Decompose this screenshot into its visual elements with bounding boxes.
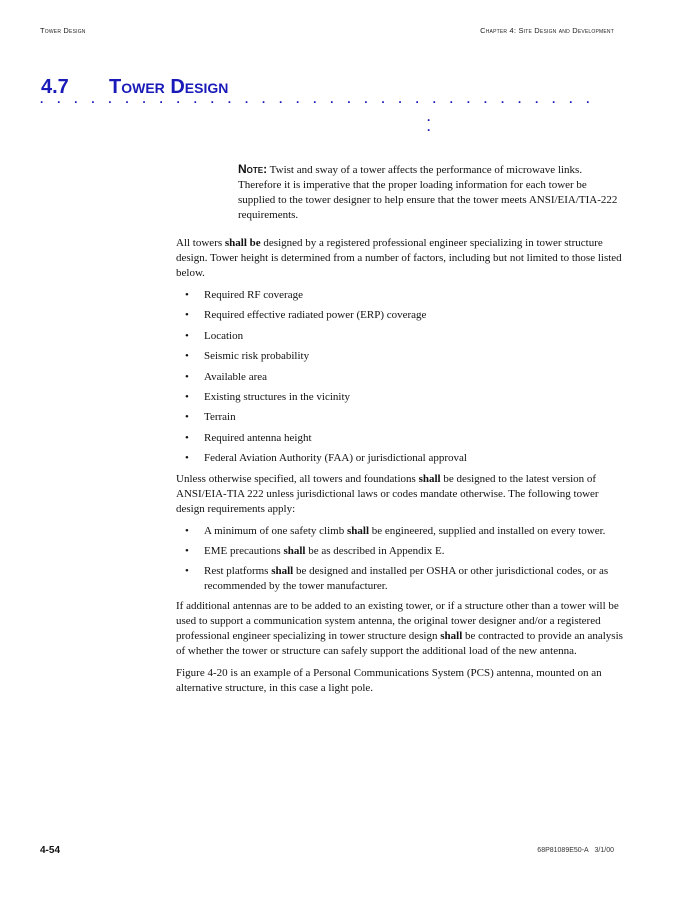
note-label: Note: bbox=[238, 162, 268, 176]
section-title: Tower Design bbox=[109, 76, 229, 98]
list-item: • Available area bbox=[176, 370, 624, 385]
header-section-title: Tower Design bbox=[40, 26, 86, 35]
list-item: • Federal Aviation Authority (FAA) or jurisdictional approval bbox=[176, 451, 624, 466]
body-text bbox=[176, 236, 624, 703]
paragraph-additional-antennas: If additional antennas are to be added to an existing tower, or if a structure other than a tower will be used to support a communication system antenna, the original tower designer and/or a registered professional engineer specializing in tower structure design shall be contracted to provide an analysis of whether the tower or structure can safely support the additional load of the new antenna. bbox=[176, 599, 623, 657]
paragraph-tower-design: All towers shall be designed by a registered professional engineer specializing in tower structure design. Tower height is determined from a number of factors, including but not limited to those listed below. bbox=[176, 237, 622, 279]
section-number: 4.7 bbox=[41, 76, 69, 98]
list-item: • Rest platforms shall be designed and installed per OSHA or other jurisdictional codes, or as recommended by the tower manufacturer. bbox=[176, 564, 624, 594]
list-item: • Location bbox=[176, 329, 624, 344]
list-item: • Required effective radiated power (ERP) coverage bbox=[176, 308, 624, 323]
list-item: • Existing structures in the vicinity bbox=[176, 390, 624, 405]
header-chapter-title: Chapter 4: Site Design and Development bbox=[480, 26, 614, 35]
paragraph-standards: Unless otherwise specified, all towers and foundations shall be designed to the latest version of ANSI/EIA-TIA 222 unless jurisdictional laws or codes mandate otherwise. The following tower design requirements apply: bbox=[176, 472, 599, 515]
heading-dotted-rule: . . . . . . . . . . . . . . . . . . . . . . . . . . . . . . . . . bbox=[40, 92, 595, 106]
document-id: 68P81089E50-A 3/1/00 bbox=[537, 847, 614, 854]
note-text: Twist and sway of a tower affects the performance of microwave links. Therefore it is imperative that the proper loading information for each tower be supplied to the tower designer to help ensure that the tower meets ANSI/EIA/TIA-222 requirements. bbox=[238, 164, 618, 221]
list-item: • Required RF coverage bbox=[176, 288, 624, 303]
requirements-list bbox=[176, 524, 624, 594]
height-factors-list bbox=[176, 288, 624, 466]
page-number: 4-54 bbox=[40, 845, 61, 856]
list-item: • Terrain bbox=[176, 410, 624, 425]
heading-dotted-rule-vertical: . . bbox=[427, 110, 431, 134]
paragraph-figure-reference: Figure 4-20 is an example of a Personal Communications System (PCS) antenna, mounted on an alternative structure, in this case a light pole. bbox=[176, 666, 602, 694]
list-item: • Required antenna height bbox=[176, 431, 624, 446]
list-item: • EME precautions shall be as described in Appendix E. bbox=[176, 544, 624, 559]
list-item: • A minimum of one safety climb shall be engineered, supplied and installed on every tower. bbox=[176, 524, 624, 539]
note-box bbox=[238, 162, 618, 223]
list-item: • Seismic risk probability bbox=[176, 349, 624, 364]
